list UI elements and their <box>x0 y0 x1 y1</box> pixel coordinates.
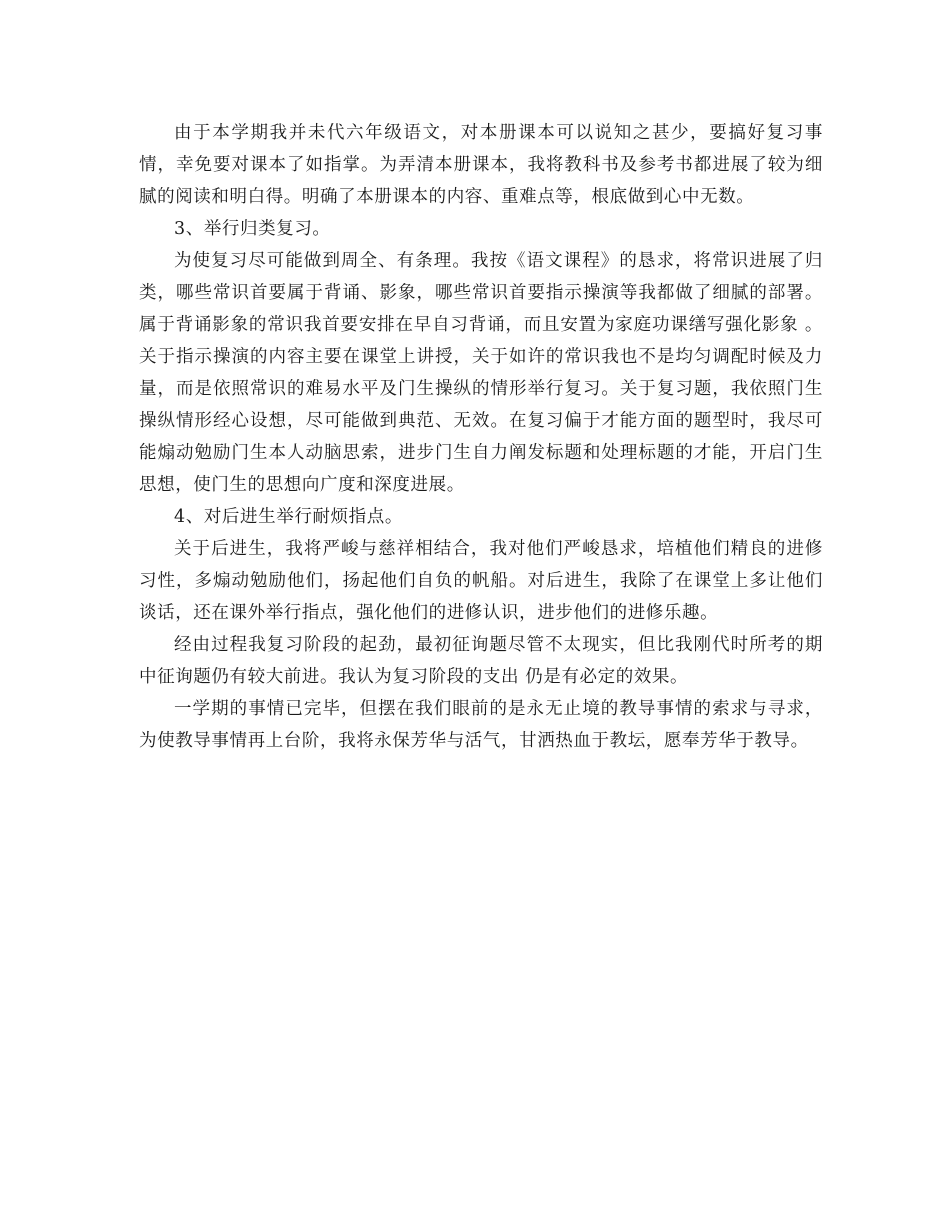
paragraph-struggling-students: 关于后进生，我将严峻与慈祥相结合，我对他们严峻恳求，培植他们精良的进修习性，多煽动勉励他们，扬起他们自负的帆船。对后进生，我除了在课堂上多让他们谈话，还在课外举行指点，强化他们的进修认识，进步他们的进修乐趣。 <box>139 539 823 623</box>
paragraph-review-preparation: 由于本学期我并未代六年级语文，对本册课本可以说知之甚少，要搞好复习事情，幸免要对课本了如指掌。为弄清本册课本，我将教科书及参考书都进展了较为细腻的阅读和明白得。明确了本册课本的内容、重难点等，根底做到心中无数。 <box>139 123 823 207</box>
heading-struggling-students: 4、对后进生举行耐烦指点。 <box>174 507 403 527</box>
paragraph-review-results: 经由过程我复习阶段的起劲，最初征询题尽管不太现实，但比我刚代时所考的期中征询题仍有较大前进。我认为复习阶段的支出 仍是有必定的效果。 <box>139 635 823 687</box>
document-body <box>139 117 823 757</box>
paragraph-categorized-review: 为使复习尽可能做到周全、有条理。我按《语文课程》的恳求，将常识进展了归类，哪些常识首要属于背诵、影象，哪些常识首要指示操演等我都做了细腻的部署。属于背诵影象的常识我首要安排在早自习背诵，而且安置为家庭功课缮写强化影象 。关于指示操演的内容主要在课堂上讲授，关于如许的常识我也不是均匀调配时候及力量，而是依照常识的难易水平及门生操纵的情形举行复习。关于复习题，我依照门生操纵情形经心设想，尽可能做到典范、无效。在复习偏于才能方面的题型时，我尽可能煽动勉励门生本人动脑思索，进步门生自力阐发标题和处理标题的才能，开启门生思想，使门生的思想向广度和深度进展。 <box>139 251 823 495</box>
paragraph-conclusion: 一学期的事情已完毕，但摆在我们眼前的是永无止境的教导事情的索求与寻求，为使教导事情再上台阶，我将永保芳华与活气，甘洒热血于教坛，愿奉芳华于教导。 <box>139 699 823 751</box>
heading-categorized-review: 3、举行归类复习。 <box>174 219 331 239</box>
